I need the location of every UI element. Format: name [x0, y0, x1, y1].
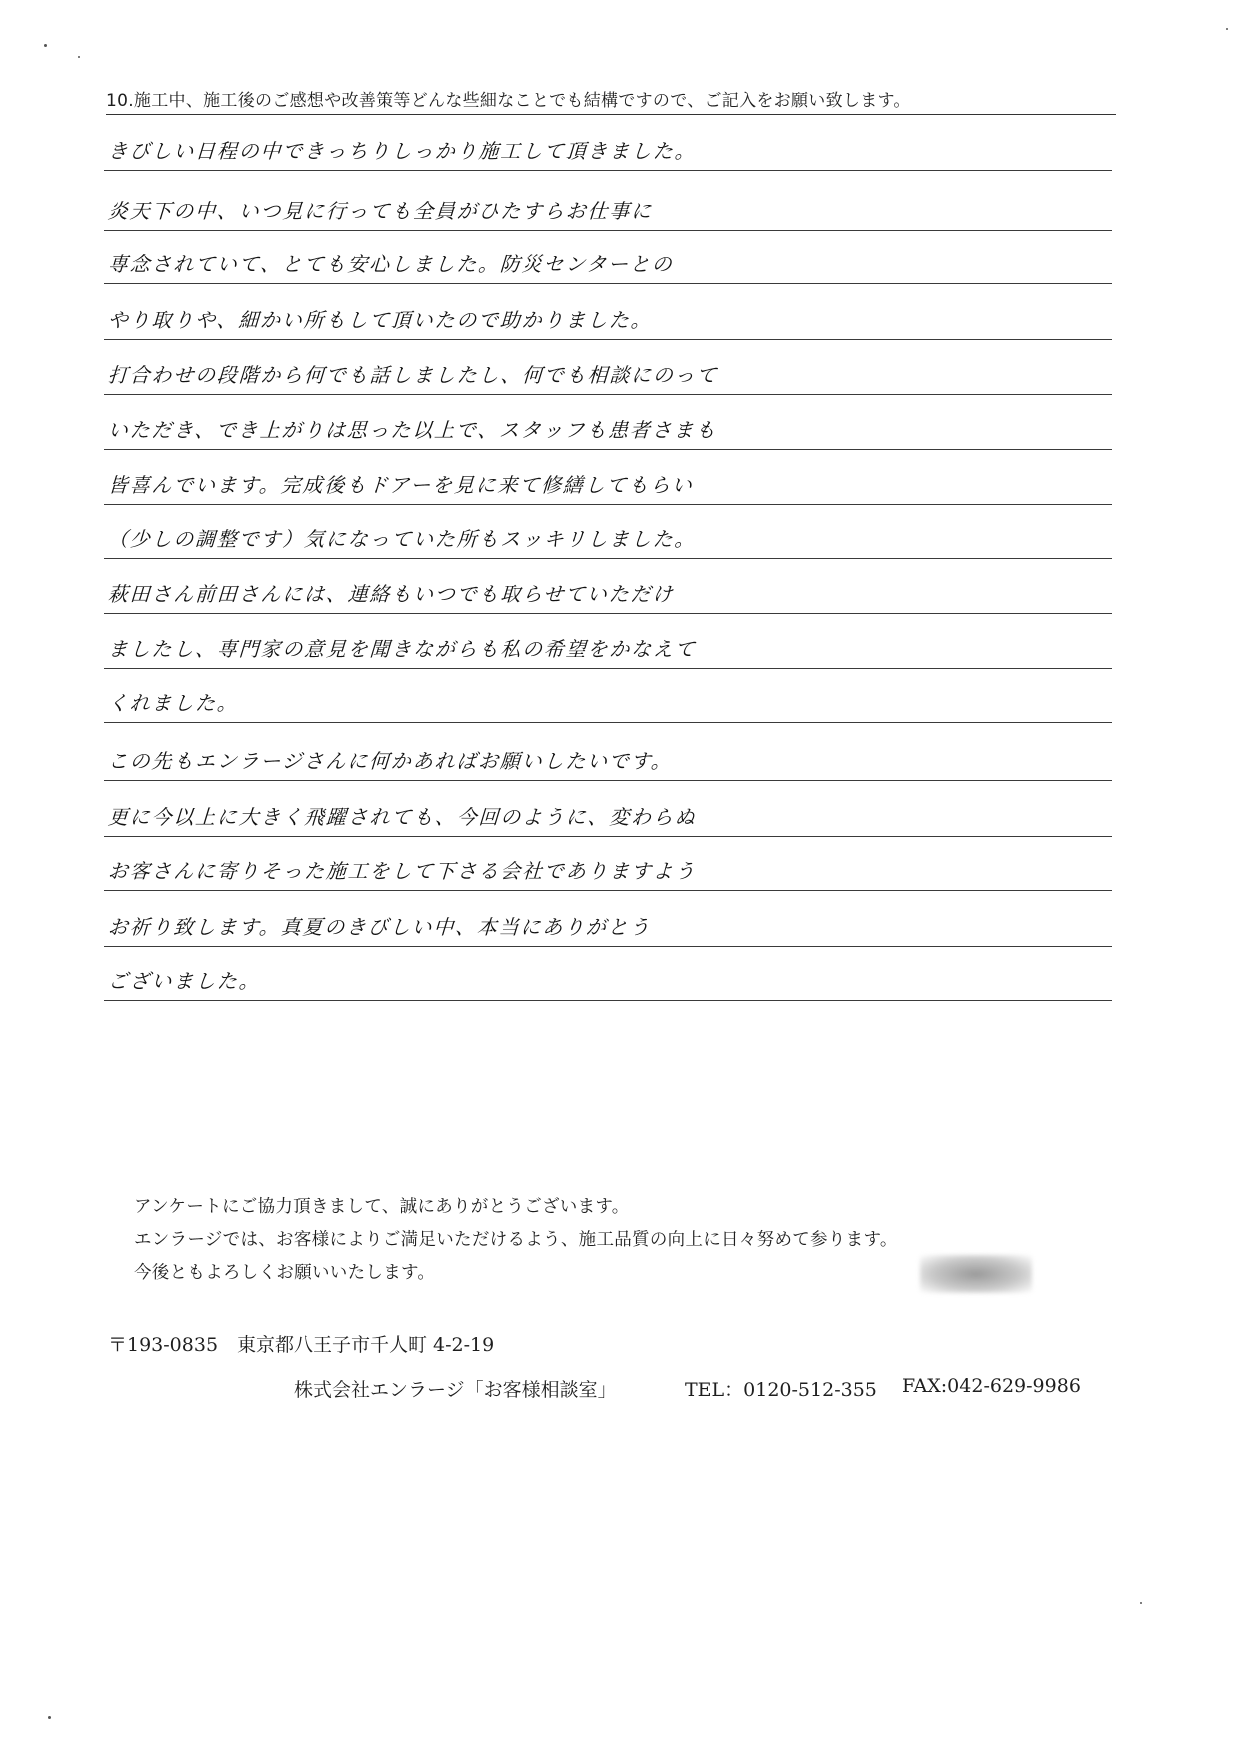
answer-line-text: ございました。 — [107, 969, 262, 993]
scan-speck — [78, 56, 80, 58]
answer-line-text: きびしい日程の中できっちりしっかり施工して頂きました。 — [107, 139, 698, 163]
fax-number: FAX:042-629-9986 — [902, 1375, 1081, 1397]
scan-speck — [1140, 1602, 1142, 1604]
answer-line-text: 炎天下の中、いつ見に行っても全員がひたすらお仕事に — [107, 199, 654, 223]
answer-line-text: 専念されていて、とても安心しました。防災センターとの — [107, 252, 675, 276]
thanks-line-2: エンラージでは、お客様によりご満足いただけるよう、施工品質の向上に日々努めて参ります。 — [134, 1230, 898, 1250]
question-heading: 10.施工中、施工後のご感想や改善策等どんな些細なことでも結構ですので、ご記入をお願い致します。 — [106, 86, 1116, 115]
answer-line-text: 萩田さん前田さんには、連絡もいつでも取らせていただけ — [107, 582, 675, 606]
answer-line-text: 更に今以上に大きく飛躍されても、今回のように、変わらぬ — [107, 805, 698, 829]
scan-speck — [1226, 28, 1228, 30]
answer-line-text: いただき、でき上がりは思った以上で、スタッフも患者さまも — [107, 418, 718, 442]
company-name: 株式会社エンラージ「お客様相談室」 — [294, 1379, 617, 1401]
answer-line-text: ましたし、専門家の意見を聞きながらも私の希望をかなえて — [107, 637, 698, 661]
answer-line-text: この先もエンラージさんに何かあればお願いしたいです。 — [107, 749, 674, 773]
answer-line-text: お祈り致します。真夏のきびしい中、本当にありがとう — [107, 915, 652, 939]
redacted-signature — [920, 1255, 1032, 1293]
answer-line-text: （少しの調整です）気になっていた所もスッキリしました。 — [107, 527, 697, 551]
postal-code: 〒193-0835 — [108, 1334, 219, 1356]
scan-speck — [48, 1716, 51, 1719]
answer-line-text: やり取りや、細かい所もして頂いたので助かりました。 — [107, 308, 654, 332]
answer-line-text: 皆喜んでいます。完成後もドアーを見に来て修繕してもらい — [107, 473, 695, 497]
thanks-line-1: アンケートにご協力頂きまして、誠にありがとうございます。 — [134, 1197, 630, 1217]
phone-number: TEL：0120-512-355 — [685, 1379, 877, 1401]
answer-line-text: お客さんに寄りそった施工をして下さる会社でありますよう — [107, 859, 698, 883]
address-location: 東京都八王子市千人町 4-2-19 — [237, 1334, 495, 1356]
scan-speck — [44, 44, 47, 47]
answer-line-text: 打合わせの段階から何でも話しましたし、何でも相談にのって — [107, 363, 719, 387]
thanks-line-3: 今後ともよろしくお願いいたします。 — [134, 1263, 436, 1283]
answer-line-text: くれました。 — [107, 691, 240, 715]
answer-line — [104, 920, 1112, 1001]
